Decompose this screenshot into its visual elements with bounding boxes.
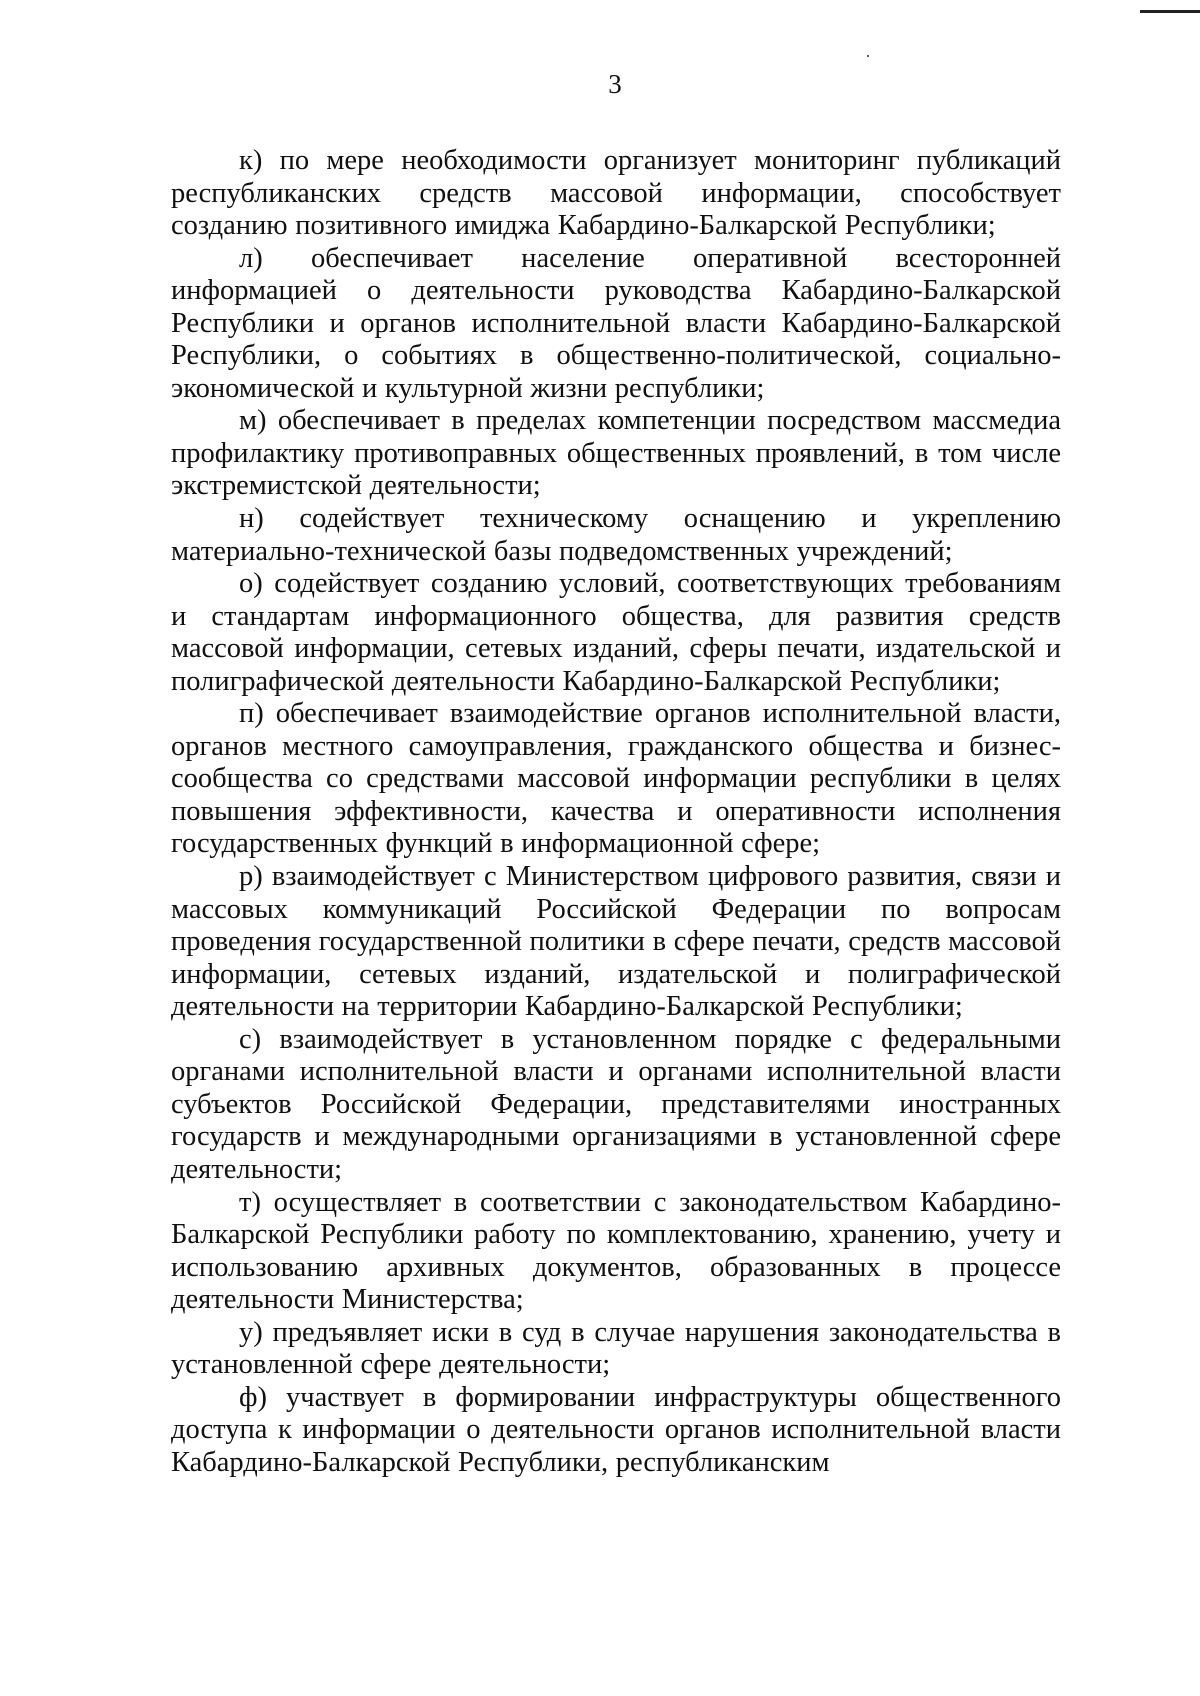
clause-n: н) содействует техническому оснащению и укреплению материально-технической базы подведомственных учреждений; <box>171 503 1061 567</box>
clause-r: р) взаимодействует с Министерством цифрового развития, связи и массовых коммуникаций Российской Федерации по вопросам проведения государственной политики в сфере печати, средств массовой информации, сетевых изданий, издательской и полиграфической деятельности на территории Кабардино-Балкарской Республики; <box>171 861 1061 1023</box>
clause-s: с) взаимодействует в установленном порядке с федеральными органами исполнительной власти и органами исполнительной власти субъектов Российской Федерации, представителями иностранных государств и международными организациями в установленной сфере деятельности; <box>171 1023 1061 1185</box>
scan-corner-mark <box>1140 0 1200 13</box>
clause-u: у) предъявляет иски в суд в случае нарушения законодательства в установленной сфере деятельности; <box>171 1316 1061 1381</box>
clause-k: к) по мере необходимости организует мониторинг публикаций республиканских средств массовой информации, способствует созданию позитивного имиджа Кабардино-Балкарской Республики; <box>171 145 1061 242</box>
clause-p: п) обеспечивает взаимодействие органов исполнительной власти, органов местного самоуправления, гражданского общества и бизнес-сообщества со средствами массовой информации республики в целях повышения эффективности, качества и оперативности исполнения государственных функций в информационной сфере; <box>171 698 1061 860</box>
clause-m: м) обеспечивает в пределах компетенции посредством массмедиа профилактику противоправных общественных проявлений, в том числе экстремистской деятельности; <box>171 405 1061 502</box>
clause-f: ф) участвует в формировании инфраструктуры общественного доступа к информации о деятельности органов исполнительной власти Кабардино-Балкарской Республики, республиканским <box>171 1381 1061 1478</box>
clause-o: о) содействует созданию условий, соответствующих требованиям и стандартам информационного общества, для развития средств массовой информации, сетевых изданий, сферы печати, издательской и полиграфической деятельности Кабардино-Балкарской Республики; <box>171 568 1061 697</box>
document-body <box>171 145 1061 1479</box>
scan-speck <box>867 55 869 57</box>
page-number: 3 <box>608 69 622 99</box>
clause-l: л) обеспечивает население оперативной всесторонней информацией о деятельности руководства Кабардино-Балкарской Республики и органов исполнительной власти Кабардино-Балкарской Республики, о событиях в общественно-политической, социально-экономической и культурной жизни республики; <box>171 242 1061 404</box>
clause-t: т) осуществляет в соответствии с законодательством Кабардино-Балкарской Республики работу по комплектованию, хранению, учету и использованию архивных документов, образованных в процессе деятельности Министерства; <box>171 1186 1061 1316</box>
